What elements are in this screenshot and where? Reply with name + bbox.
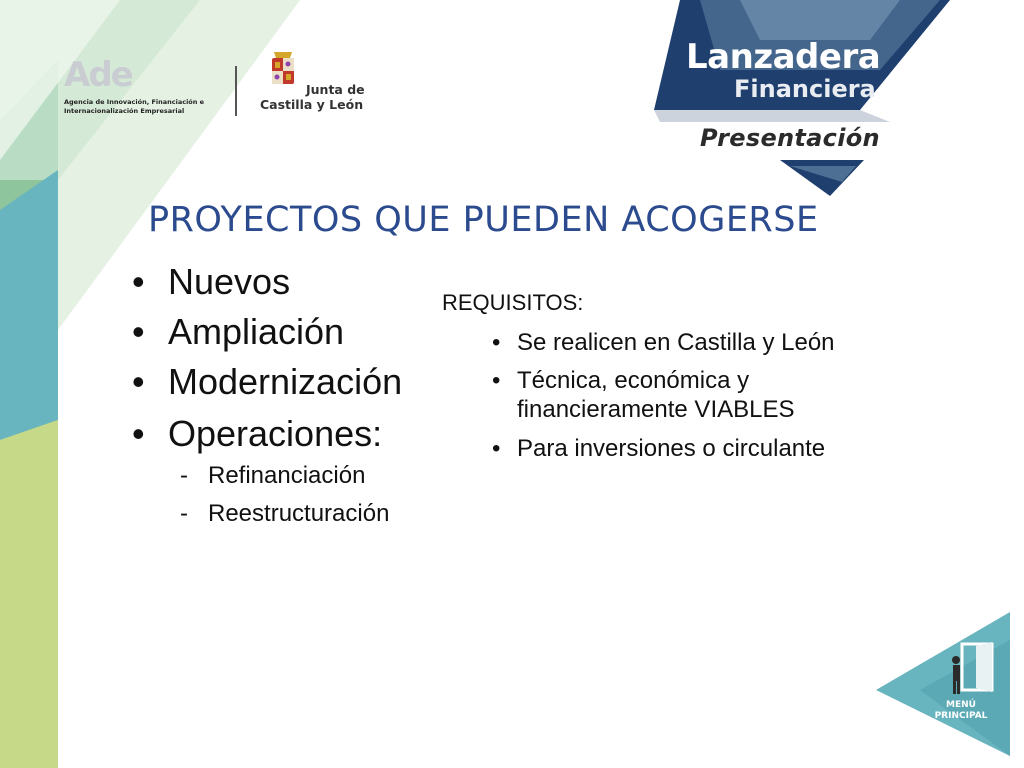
requirement-text-line1: Técnica, económica y: [517, 367, 750, 394]
list-item-label: Nuevos: [168, 261, 291, 302]
door-person-icon: [876, 612, 1024, 768]
section-label: Presentación: [700, 124, 880, 152]
slide-title: PROYECTOS QUE PUEDEN ACOGERSE: [148, 200, 819, 240]
sublist-item-label: Refinanciación: [208, 462, 366, 489]
bullet: •: [132, 261, 145, 302]
sublist-item-label: Reestructuración: [208, 500, 390, 527]
sublist-item-refinanciacion: [180, 462, 365, 490]
banner-title-line1: Lanzadera: [686, 37, 881, 77]
junta-castilla-leon-logo: [258, 50, 378, 120]
list-item-label: Ampliación: [168, 311, 345, 352]
ade-logo: [64, 55, 224, 116]
menu-button-label-line1: MENÚ: [946, 700, 976, 710]
dash: -: [180, 500, 188, 527]
list-item-ampliacion: [132, 312, 344, 352]
list-item-label: Modernización: [168, 361, 403, 402]
bullet: •: [132, 361, 145, 402]
lanzadera-financiera-banner: [686, 38, 880, 102]
requirement-text-line2: financieramente VIABLES: [517, 396, 795, 423]
bullet: •: [132, 311, 145, 352]
sublist-item-reestructuracion: [180, 500, 389, 528]
main-menu-button[interactable]: [876, 612, 1024, 768]
list-item-operaciones: [132, 414, 382, 454]
menu-button-label-line2: PRINCIPAL: [934, 711, 988, 721]
requirement-item: [492, 434, 825, 463]
list-item-nuevos: [132, 262, 290, 302]
ade-logo-wordmark: Ade: [64, 55, 132, 95]
list-item-label: Operaciones:: [168, 413, 383, 454]
requirement-text: Para inversiones o circulante: [517, 435, 826, 462]
requirement-text: Se realicen en Castilla y León: [517, 329, 835, 356]
list-item-modernizacion: [132, 362, 402, 402]
bullet: •: [492, 435, 501, 462]
bullet: •: [492, 329, 501, 356]
ade-logo-subtitle: Agencia de Innovación, Financiación e Internacionalización Empresarial: [64, 98, 205, 115]
bullet: •: [492, 367, 501, 394]
bullet: •: [132, 413, 145, 454]
requirement-item: [492, 328, 835, 357]
logo-divider: [235, 66, 237, 116]
jcyl-logo-line1: Junta de: [306, 82, 365, 97]
requirement-item: [492, 366, 795, 424]
banner-title-line2: Financiera: [734, 75, 876, 103]
dash: -: [180, 462, 188, 489]
requirements-heading: REQUISITOS:: [442, 290, 584, 315]
jcyl-logo-line2: Castilla y León: [260, 97, 364, 112]
